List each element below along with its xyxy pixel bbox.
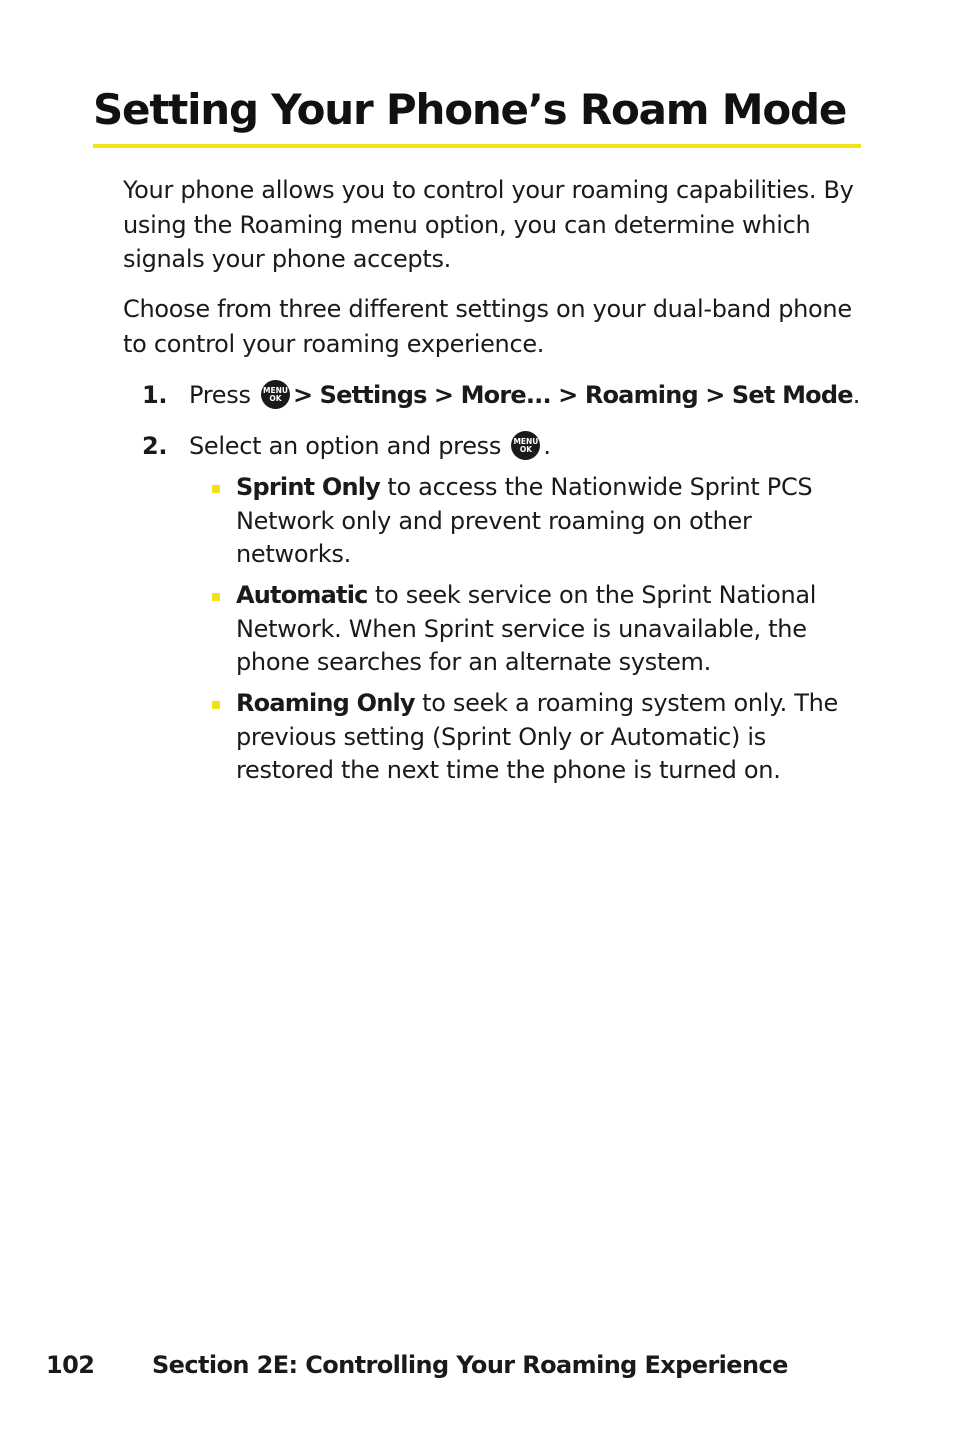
step-2 xyxy=(142,429,551,463)
page-number: 102 xyxy=(46,1351,95,1379)
menu-ok-key-icon: MENU OK xyxy=(261,380,290,409)
step-number: 1. xyxy=(142,381,168,409)
step-suffix: . xyxy=(852,381,861,409)
step-suffix: . xyxy=(543,432,551,460)
section-title: Section 2E: Controlling Your Roaming Experience xyxy=(152,1351,788,1379)
option-description: to seek a roaming system only. The previous setting (Sprint Only or Automatic) is restored the next time the phone is turned on. xyxy=(236,689,839,784)
step-number: 2. xyxy=(142,432,168,460)
option-term: Sprint Only xyxy=(236,473,381,501)
option-term: Automatic xyxy=(236,581,368,609)
intro-paragraph: Choose from three different settings on your dual-band phone to control your roaming experience. xyxy=(123,295,852,358)
step-text: Press xyxy=(189,381,251,409)
menu-item-settings: Settings xyxy=(319,381,427,409)
option-automatic xyxy=(212,579,852,680)
step-1 xyxy=(142,378,860,412)
menu-separator: > xyxy=(293,381,313,409)
menu-ok-key-icon: MENU OK xyxy=(511,431,540,460)
bullet-square-icon xyxy=(212,701,220,709)
menu-separator: > xyxy=(558,381,578,409)
intro-paragraph: Your phone allows you to control your roaming capabilities. By using the Roaming menu option, you can determine which signals your phone accepts. xyxy=(123,176,854,273)
bullet-square-icon xyxy=(212,593,220,601)
option-roaming-only xyxy=(212,687,852,788)
menu-separator: > xyxy=(433,381,454,409)
menu-item-set-mode: Set Mode xyxy=(731,381,853,409)
menu-item-roaming: Roaming xyxy=(584,381,698,409)
bullet-square-icon xyxy=(212,485,220,493)
menu-separator: > xyxy=(705,381,725,409)
option-description: to seek service on the Sprint National Network. When Sprint service is unavailable, the phone searches for an alternate system. xyxy=(236,581,817,676)
menu-item-more: More... xyxy=(460,381,551,409)
option-description: to access the Nationwide Sprint PCS Network only and prevent roaming on other networks. xyxy=(236,473,813,568)
step-text: Select an option and press xyxy=(189,432,502,460)
page-title: Setting Your Phone’s Roam Mode xyxy=(93,85,847,134)
title-underline xyxy=(93,144,861,148)
option-term: Roaming Only xyxy=(236,689,415,717)
option-sprint-only xyxy=(212,471,852,572)
